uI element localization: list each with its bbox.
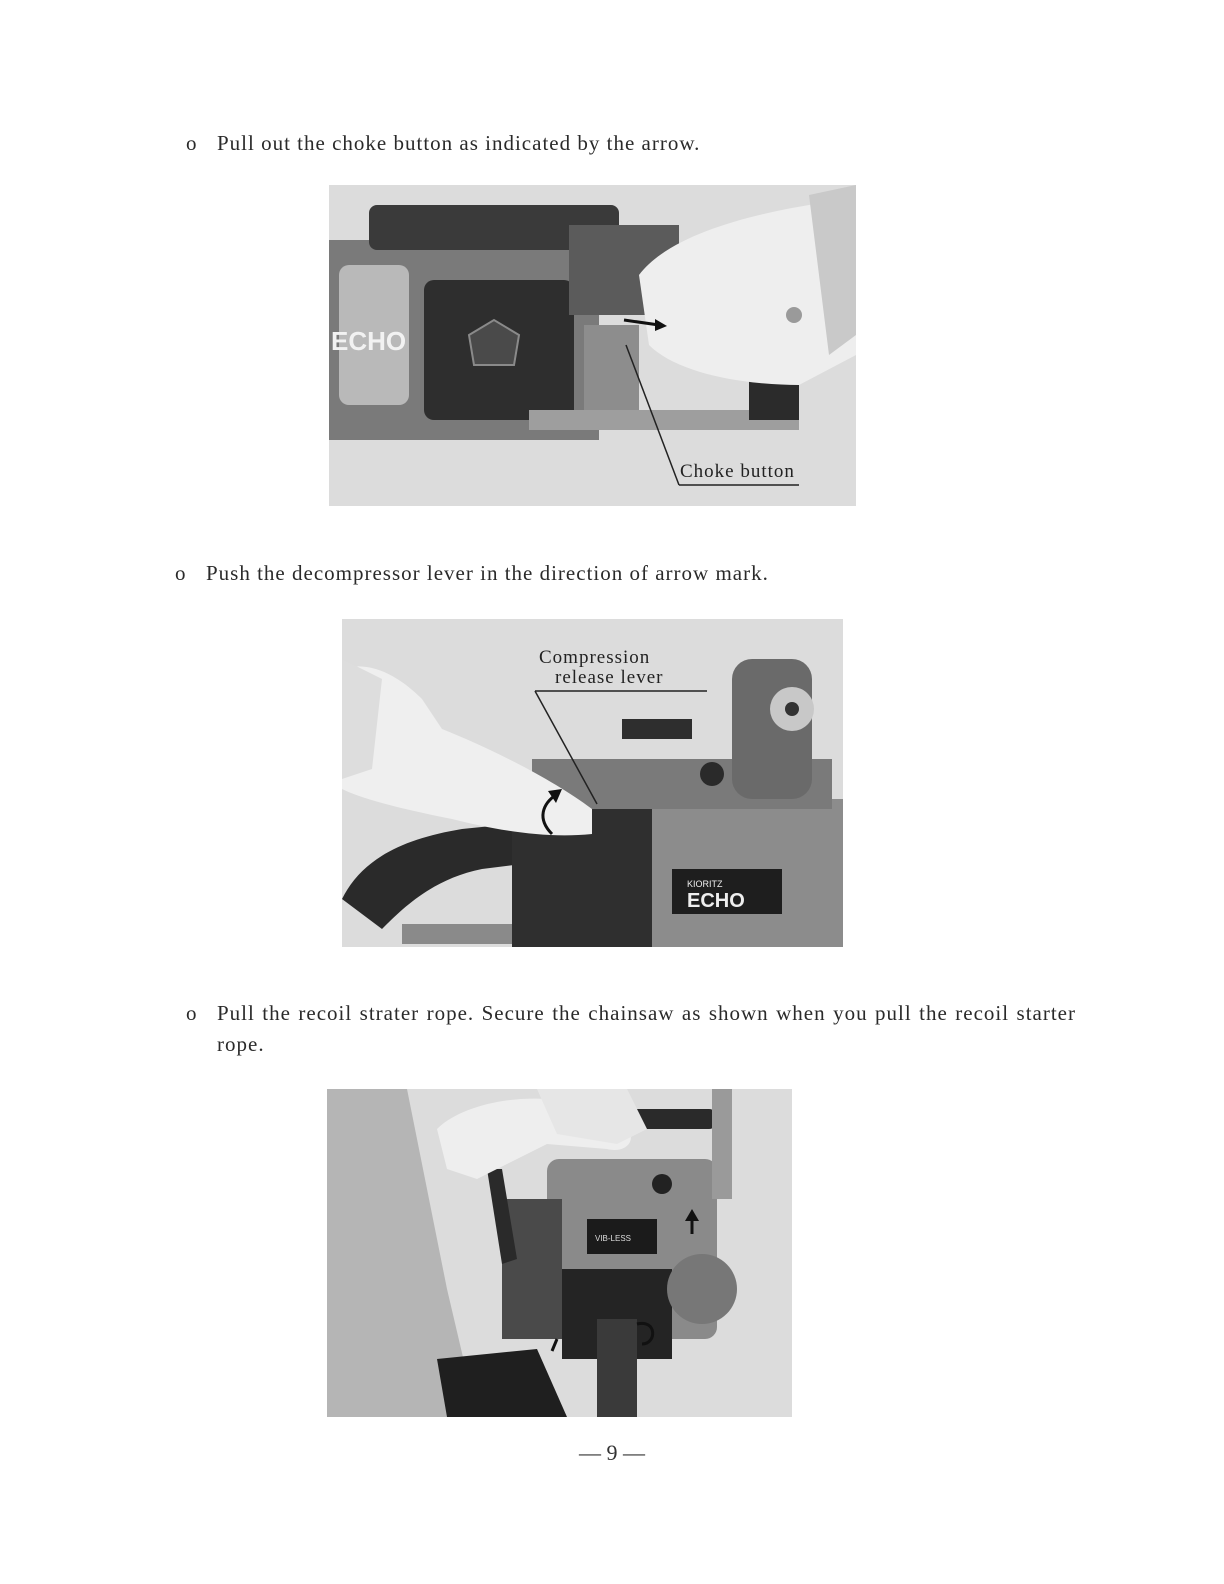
- compression-release-callout-line1: Compression: [539, 647, 651, 668]
- bullet: o: [186, 131, 198, 155]
- vibless-plate-text: VIB-LESS: [595, 1234, 632, 1243]
- kioritz-logo-text: KIORITZ: [687, 879, 723, 889]
- choke-button-photo: [329, 185, 856, 506]
- choke-button-callout: Choke button: [680, 461, 795, 482]
- instruction-choke: [186, 128, 1066, 159]
- echo-logo-text: ECHO: [687, 890, 745, 912]
- instruction-text: Pull the recoil strater rope. Secure the chainsaw as shown when you pull the recoil starter rope.: [217, 1001, 1076, 1056]
- compression-release-callout-line2: release lever: [555, 667, 664, 688]
- instruction-decompressor: [175, 558, 1075, 589]
- bullet: o: [175, 561, 187, 585]
- recoil-starter-photo: [327, 1089, 792, 1417]
- decompressor-lever-photo: [342, 619, 843, 947]
- instruction-text: Pull out the choke button as indicated by the arrow.: [217, 131, 701, 155]
- page-number: — 9 —: [579, 1440, 645, 1465]
- instruction-text: Push the decompressor lever in the direction of arrow mark.: [206, 561, 769, 585]
- bullet: o: [186, 1001, 198, 1025]
- instruction-recoil: [186, 998, 1076, 1060]
- echo-logo-text: ECHO: [331, 326, 407, 356]
